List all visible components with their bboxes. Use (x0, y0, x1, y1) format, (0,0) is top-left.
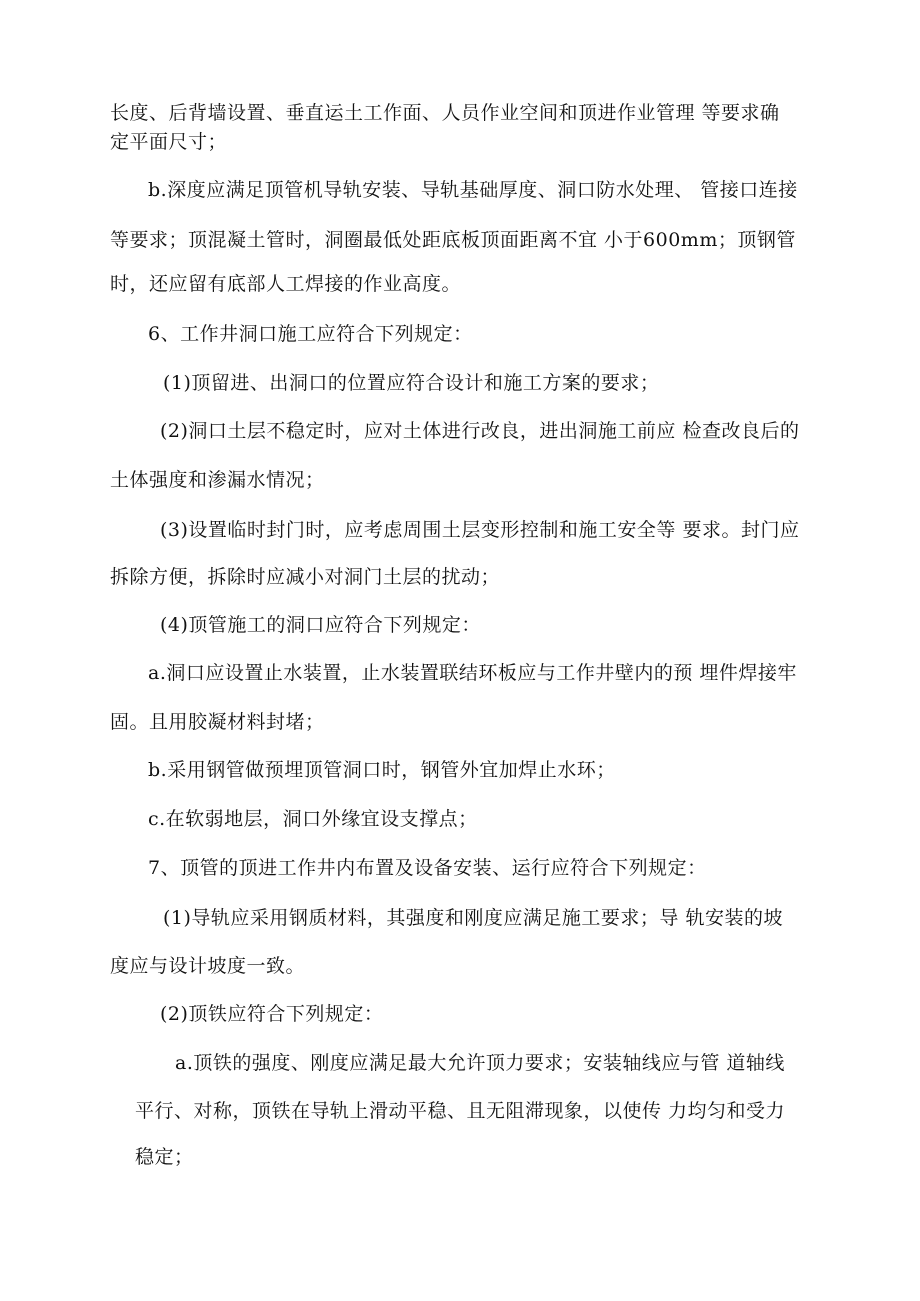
section-heading: 6、工作井洞口施工应符合下列规定： (148, 323, 473, 345)
section-heading: 7、顶管的顶进工作井内布置及设备安装、运行应符合下列规定： (148, 857, 707, 879)
body-text-line: 稳定； (135, 1146, 194, 1168)
sub-list-item: c.在软弱地层，洞口外缘宜设支撑点； (148, 808, 478, 830)
body-text-line: 拆除方便，拆除时应减小对洞门土层的扰动； (110, 566, 501, 588)
list-item: (2)洞口土层不稳定时，应对土体进行改良，进出洞施工前应 检查改良后的 (160, 420, 800, 442)
body-text-line: 土体强度和渗漏水情况； (110, 469, 325, 491)
body-text-line: 等要求；顶混凝土管时，洞圈最低处距底板顶面距离不宜 小于600mm；顶钢管 (110, 229, 796, 251)
list-item: (2)顶铁应符合下列规定： (160, 1003, 384, 1025)
body-text-line: 度应与设计坡度一致。 (110, 955, 306, 977)
body-text-line: 固。且用胶凝材料封堵； (110, 711, 325, 733)
body-text-line: 平行、对称，顶铁在导轨上滑动平稳、且无阻滞现象，以使传 力均匀和受力 (135, 1100, 786, 1122)
sub-list-item: b.采用钢管做预埋顶管洞口时，钢管外宜加焊止水环； (148, 759, 616, 781)
list-item: (4)顶管施工的洞口应符合下列规定： (160, 614, 481, 636)
body-text-line: 定平面尺寸； (110, 131, 228, 153)
list-item: (3)设置临时封门时，应考虑周围土层变形控制和施工安全等 要求。封门应 (160, 519, 800, 541)
body-text-line: 长度、后背墙设置、垂直运土工作面、人员作业空间和顶进作业管理 等要求确 (110, 102, 780, 124)
list-item: (1)导轨应采用钢质材料，其强度和刚度应满足施工要求；导 轨安装的坡 (163, 907, 783, 929)
body-text-line: b.深度应满足顶管机导轨安装、导轨基础厚度、洞口防水处理、 管接口连接 (148, 179, 798, 201)
body-text-line: 时，还应留有底部人工焊接的作业高度。 (110, 273, 462, 295)
sub-list-item: a.洞口应设置止水装置，止水装置联结环板应与工作井壁内的预 埋件焊接牢 (148, 662, 797, 684)
list-item: (1)顶留进、出洞口的位置应符合设计和施工方案的要求； (163, 372, 660, 394)
sub-list-item: a.顶铁的强度、刚度应满足最大允许顶力要求；安装轴线应与管 道轴线 (175, 1052, 785, 1074)
